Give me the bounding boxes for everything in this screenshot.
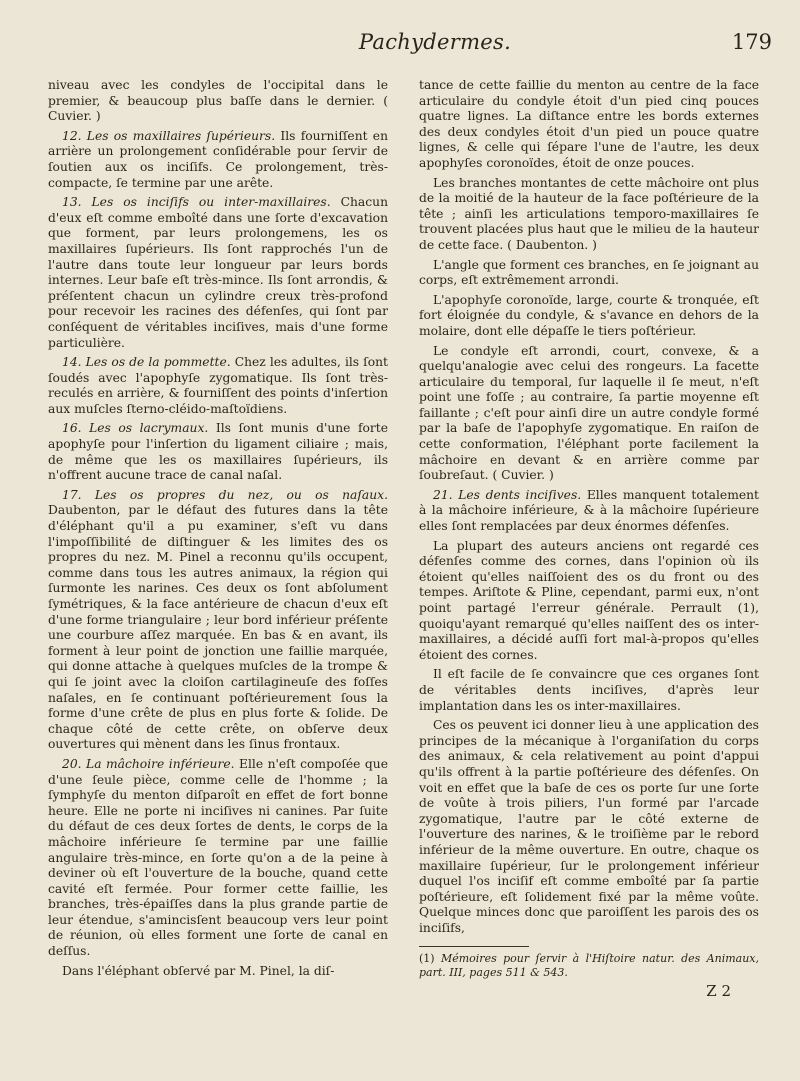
- paragraph: [419, 78, 759, 172]
- paragraph-text: L'angle que forment ces branches, en ſe joignant au corps, eſt extrêmement arrondi.: [419, 257, 759, 288]
- footnote-rule: [419, 946, 529, 947]
- paragraph: [419, 176, 759, 254]
- paragraph: [419, 718, 759, 936]
- paragraph: [48, 355, 388, 417]
- paragraph: [419, 293, 759, 340]
- section-heading: 12. Les os maxillaires ſupérieurs.: [62, 128, 276, 143]
- paragraph-text: Le condyle eſt arrondi, court, convexe, & a quelqu'analogie avec celui des rongeurs. La facette articulaire du temporal, ſur laquelle il ſe meut, n'eſt point une foſſe ; au contraire, ſa partie moyenne eſt faillante ; c'eſt pour ainſi dire un autre condyle formé par la baſe de l'apophyſe zygomatique. En raiſon de cette conformation, l'éléphant porte facilement la mâchoire en devant & en arrière comme par ſoubreſaut. ( Cuvier. ): [419, 343, 759, 483]
- section-heading: 21. Les dents inciſives.: [433, 487, 582, 502]
- paragraph-text: Chez les adultes, ils ſont ſoudés avec l'apophyſe zygomatique. Ils ſont très-reculés en arrière, & fourniſſent des points d'inſertion aux muſcles ſterno-cléido-maſtoïdiens.: [48, 355, 388, 416]
- paragraph-text: Ils ſont munis d'une forte apophyſe pour l'inſertion du ligament ciliaire ; mais, de même que les os maxillaires ſupérieurs, ils n'offrent aucune trace de canal naſal.: [48, 421, 389, 483]
- section-heading: 20. La mâchoire inférieure.: [62, 756, 235, 771]
- paragraph-text: Les branches montantes de cette mâchoire ont plus de la moitié de la hauteur de la face poſtérieure de la tête ; ainſi les articulations temporo-maxillaires ſe trouvent placées plus haut que le milieu de la hauteur de cette face. ( Daubenton. ): [419, 175, 759, 252]
- paragraph: [419, 258, 759, 289]
- paragraph: [48, 421, 388, 483]
- paragraph-text: La plupart des auteurs anciens ont regardé ces défenſes comme des cornes, dans l'opinion où ils étoient qu'elles naiſſoient des os du front ou des tempes. Ariſtote & Pline, cependant, parmi eux, n'ont point partagé l'erreur générale. Perrault (1), quoiqu'ayant remarqué qu'elles naiſſent des os inter-maxillaires, a décidé auſſi fort mal-à-propos qu'elles étoient des cornes.: [419, 538, 759, 662]
- paragraph-text: Il eſt facile de ſe convaincre que ces organes ſont de véritables dents inciſives, d'après leur implantation dans les os inter-maxillaires.: [419, 667, 759, 713]
- paragraph-text: niveau avec les condyles de l'occipital dans le premier, & beaucoup plus baſſe dans le dernier. ( Cuvier. ): [48, 78, 388, 124]
- paragraph-text: Elles manquent totalement à la mâchoire inférieure, & à la mâchoire ſupérieure elles ſont remplacées par deux énormes défenſes.: [419, 487, 759, 534]
- paragraph-text: Dans l'éléphant obſervé par M. Pinel, la diſ-: [62, 963, 335, 978]
- paragraph: [48, 78, 388, 125]
- page-header: [60, 30, 780, 70]
- paragraph-text: Daubenton, par le défaut des futures dans la tête d'éléphant qu'il a pu examiner, s'eſt vu dans l'impoſſibilité de diſtinguer & les limites des os propres du nez. M. Pinel a reconnu qu'ils occupent, comme dans tous les autres animaux, la région qui ſurmonte les narines. Ces deux os ſont abſolument ſymétriques, & la face antérieure de chacun d'eux eſt d'une forme triangulaire ; leur bord inférieur préſente une courbure aſſez marquée. En bas & en avant, ils forment à leur point de jonction une faillie marquée, qui donne attache à quelques muſcles de la trompe & qui ſe joint avec la cloiſon cartilagineuſe des foſſes naſales, en ſe continuant poſtérieurement ſous la forme d'une crête de plus en plus forte & ſolide. De chaque côté de cette crête, on obſerve deux ouvertures qui mènent dans les ſinus frontaux.: [48, 503, 388, 752]
- right-column: [419, 78, 759, 1000]
- paragraph: [419, 488, 759, 535]
- page-number: 179: [731, 30, 772, 54]
- paragraph-text: Ils fourniſſent en arrière un prolongement conſidérable pour ſervir de ſoutien aux os inciſifs. Ce prolongement, très-compacte, ſe termine par une arête.: [48, 128, 389, 190]
- paragraph: [419, 667, 759, 714]
- paragraph: [419, 539, 759, 664]
- footnote-marker: (1): [419, 952, 435, 966]
- paragraph-text: Chacun d'eux eſt comme emboîté dans une ſorte d'excavation que forment, par leurs prolongemens, les os maxillaires ſupérieurs. Ils ſont rapprochés l'un de l'autre dans toute leur longueur par leurs bords internes. Leur baſe eſt très-mince. Ils ſont arrondis, & préſentent chacun un cylindre creux très-profond pour recevoir les racines des défenſes, qui ſont par conſéquent de véritables inciſives, mais d'une forme particulière.: [48, 195, 388, 350]
- section-heading: 13. Les os inciſifs ou inter-maxillaires.: [62, 195, 331, 210]
- signature-mark: Z 2: [706, 982, 731, 1001]
- running-head: Pachydermes.: [358, 30, 512, 54]
- paragraph: [48, 129, 388, 191]
- footnote-text: Mémoires pour ſervir à l'Hiſtoire natur. des Animaux, part. III, pages 511 & 543.: [419, 952, 759, 980]
- paragraph: [48, 964, 388, 980]
- paragraph-text: Elle n'eſt compoſée que d'une ſeule pièce, comme celle de l'homme ; la ſymphyſe du menton diſparoît en effet de fort bonne heure. Elle ne porte ni inciſives ni canines. Par ſuite du défaut de ces deux ſortes de dents, le corps de la mâchoire inférieure ſe termine par une faillie angulaire très-mince, en ſorte qu'on a de la peine à deviner où eſt l'ouverture de la bouche, quand cette cavité eſt fermée. Pour former cette faillie, les branches, très-épaiſſes dans la plus grande partie de leur étendue, s'amincisſent beaucoup vers leur point de réunion, où elles forment une ſorte de canal en deſſus.: [48, 756, 388, 959]
- section-heading: 14. Les os de la pommette.: [62, 355, 231, 370]
- paragraph: [48, 488, 388, 753]
- paragraph: [419, 344, 759, 484]
- section-heading: 16. Les os lacrymaux.: [62, 421, 209, 436]
- paragraph: [48, 757, 388, 960]
- paragraph-text: L'apophyſe coronoïde, large, courte & tronquée, eſt fort éloignée du condyle, & s'avance en dehors de la molaire, dont elle dépaſſe le tiers poſtérieur.: [419, 292, 759, 338]
- footnote: [419, 952, 759, 980]
- section-heading: 17. Les os propres du nez, ou os naſaux.: [62, 487, 388, 502]
- paragraph: [48, 195, 388, 351]
- paragraph-text: Ces os peuvent ici donner lieu à une application des principes de la mécanique à l'organiſation du corps des animaux, & cela relativement au point d'appui qu'ils offrent à la partie poſtérieure des défenſes. On voit en effet que la baſe de ces os porte ſur une ſorte de voûte à trois piliers, l'un formé par l'arcade zygomatique, l'autre par le côté externe de l'ouverture des narines, & le troiſième par le rebord inférieur de la même ouverture. En outre, chaque os maxillaire ſupérieur, ſur le prolongement inférieur duquel l'os inciſif eſt comme emboîté par ſa partie poſtérieure, eſt ſolidement fixé par la même voûte. Quelque minces donc que paroiſſent les parois des os inciſifs,: [419, 718, 759, 935]
- paragraph-text: tance de cette faillie du menton au centre de la face articulaire du condyle étoit d'un pied cinq pouces quatre lignes. La diſtance entre les bords externes des deux condyles étoit d'un pied un pouce quatre lignes, & celle qui ſépare l'une de l'autre, les deux apophyſes coronoïdes, étoit de onze pouces.: [419, 78, 759, 170]
- left-column: [48, 78, 388, 983]
